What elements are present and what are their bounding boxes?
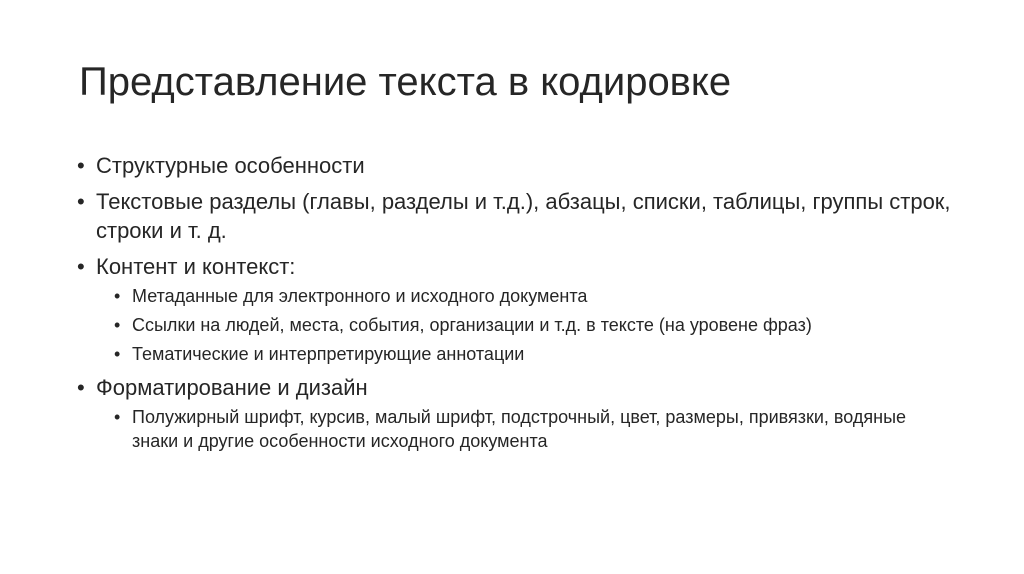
- sub-bullet-dot-icon: •: [114, 344, 121, 364]
- bullet-item-formatting: [77, 373, 957, 453]
- bullet-text: Контент и контекст:: [96, 254, 296, 279]
- sub-bullet-text: Ссылки на людей, места, события, организации и т.д. в тексте (на уровене фраз): [132, 315, 812, 335]
- sub-bullet-item-metadata: [114, 284, 957, 308]
- sub-bullet-dot-icon: •: [114, 407, 121, 427]
- sub-bullet-dot-icon: •: [114, 286, 121, 306]
- sub-bullet-item-annotations: [114, 342, 957, 366]
- bullet-dot-icon: •: [77, 153, 85, 178]
- bullet-dot-icon: •: [77, 254, 85, 279]
- sub-bullet-item-references: [114, 313, 957, 337]
- sub-bullet-text: Полужирный шрифт, курсив, малый шрифт, подстрочный, цвет, размеры, привязки, водяные знаки и другие особенности исходного документа: [132, 407, 907, 451]
- sub-bullet-dot-icon: •: [114, 315, 121, 335]
- bullet-dot-icon: •: [77, 375, 85, 400]
- slide-content: [77, 151, 957, 460]
- slide-title: Представление текста в кодировке: [79, 60, 732, 104]
- sub-bullet-list: [114, 405, 957, 453]
- bullet-item-structure: [77, 151, 957, 180]
- bullet-text: Структурные особенности: [96, 153, 365, 178]
- sub-bullet-text: Метаданные для электронного и исходного документа: [132, 286, 588, 306]
- bullet-list: [77, 151, 957, 453]
- sub-bullet-list: [114, 284, 957, 366]
- bullet-text: Текстовые разделы (главы, разделы и т.д.), абзацы, списки, таблицы, группы строк, строки и т. д.: [96, 189, 951, 243]
- bullet-text: Форматирование и дизайн: [96, 375, 368, 400]
- sub-bullet-text: Тематические и интерпретирующие аннотации: [132, 344, 525, 364]
- bullet-item-text-sections: [77, 187, 957, 245]
- bullet-item-content-context: [77, 252, 957, 366]
- bullet-dot-icon: •: [77, 189, 85, 214]
- sub-bullet-item-font-styles: [114, 405, 957, 453]
